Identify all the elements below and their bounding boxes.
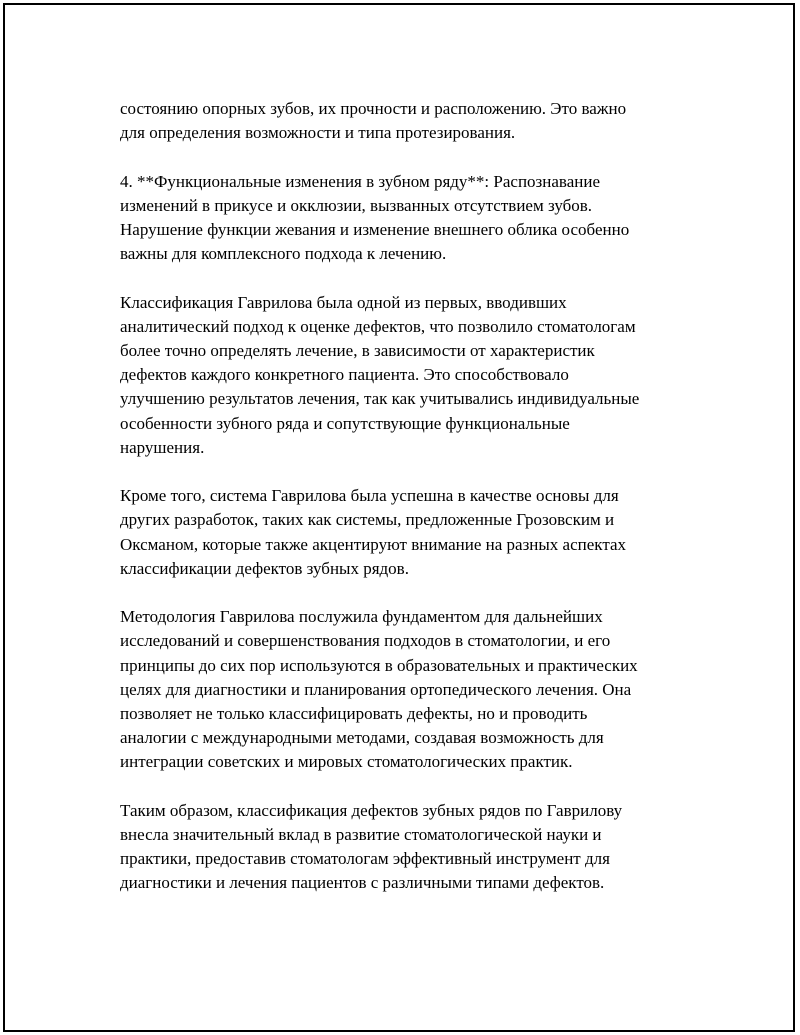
text-line: интеграции советских и мировых стоматологических практик.: [120, 752, 573, 772]
paragraph: [120, 291, 700, 460]
text-line: состоянию опорных зубов, их прочности и расположению. Это важно: [120, 99, 627, 118]
text-line: Классификация Гаврилова была одной из первых, вводивших: [120, 292, 567, 312]
text-line: Нарушение функции жевания и изменение внешнего облика особенно: [120, 220, 630, 239]
text-line: целях для диагностики и планирования ортопедического лечения. Она: [120, 679, 632, 699]
text-line: 4. **Функциональные изменения в зубном ряду**: Распознавание: [120, 171, 600, 191]
document-body: [120, 97, 700, 920]
text-line: исследований и совершенствования подходов в стоматологии, и его: [120, 631, 611, 651]
text-line: аналогии с международными методами, создавая возможность для: [120, 728, 604, 748]
document-page: [3, 3, 795, 1032]
paragraph: [120, 170, 700, 267]
text-line: Методология Гаврилова послужила фундаментом для дальнейших: [120, 607, 603, 627]
text-line: позволяет не только классифицировать дефекты, но и проводить: [120, 704, 588, 724]
text-line: более точно определять лечение, в зависимости от характеристик: [120, 341, 595, 360]
text-line: практики, предоставив стоматологам эффективный инструмент для: [120, 849, 610, 869]
text-line: принципы до сих пор используются в образовательных и практических: [120, 655, 638, 675]
text-line: для определения возможности и типа протезирования.: [120, 123, 516, 143]
text-line: других разработок, таких как системы, предложенные Грозовским и: [120, 510, 615, 530]
text-line: Таким образом, классификация дефектов зубных рядов по Гаврилову: [120, 800, 623, 820]
paragraph: [120, 97, 700, 145]
text-line: Кроме того, система Гаврилова была успешна в качестве основы для: [120, 486, 619, 506]
paragraph: [120, 799, 700, 896]
text-line: изменений в прикусе и окклюзии, вызванных отсутствием зубов.: [120, 195, 593, 215]
text-line: Оксманом, которые также акцентируют внимание на разных аспектах: [120, 534, 627, 554]
text-line: нарушения.: [120, 437, 205, 457]
text-line: важны для комплексного подхода к лечению.: [120, 244, 447, 264]
text-line: дефектов каждого конкретного пациента. Это способствовало: [120, 365, 569, 385]
text-line: классификации дефектов зубных рядов.: [120, 558, 409, 578]
text-line: аналитический подход к оценке дефектов, что позволило стоматологам: [120, 316, 636, 336]
paragraph: [120, 605, 700, 774]
text-line: особенности зубного ряда и сопутствующие функциональные: [120, 413, 570, 433]
text-line: диагностики и лечения пациентов с различными типами дефектов.: [120, 873, 605, 893]
paragraph: [120, 484, 700, 581]
text-line: улучшению результатов лечения, так как учитывались индивидуальные: [120, 389, 640, 409]
text-line: внесла значительный вклад в развитие стоматологической науки и: [120, 825, 602, 845]
